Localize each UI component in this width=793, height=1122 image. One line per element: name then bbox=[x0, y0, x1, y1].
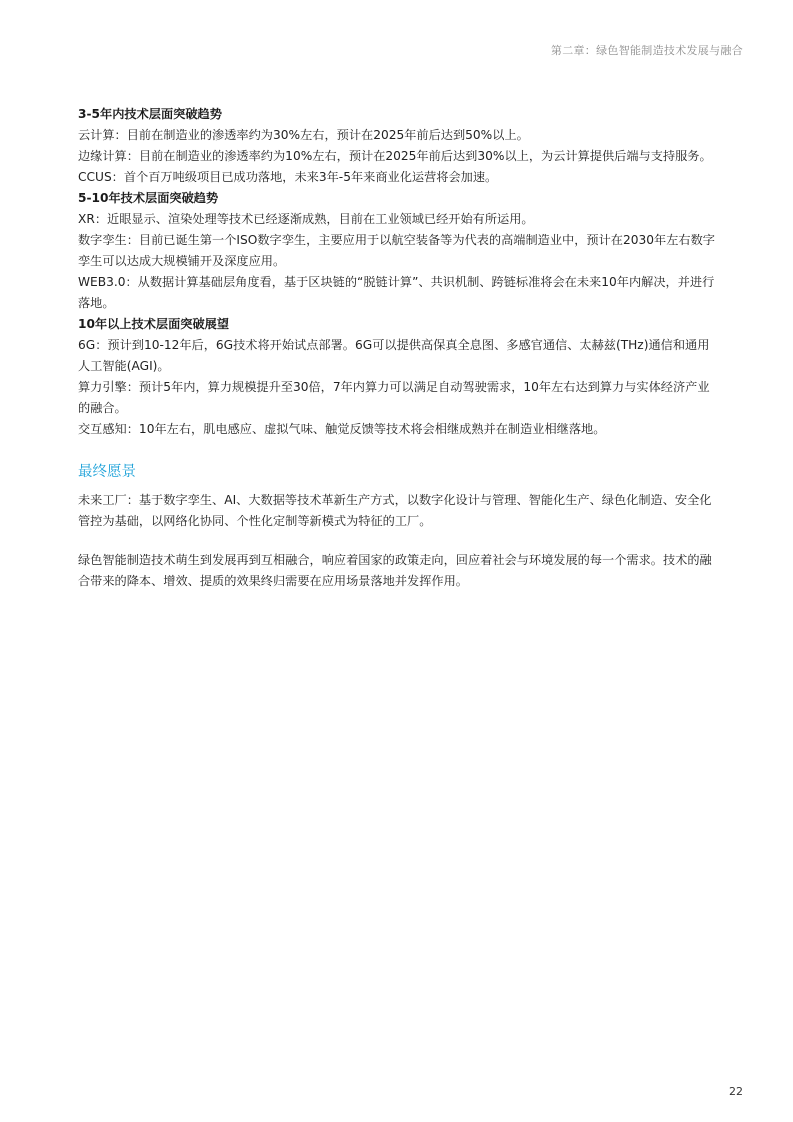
paragraph-interaction-sensing: 交互感知：10年左右，肌电感应、虚拟气味、触觉反馈等技术将会相继成熟并在制造业相继落地。 bbox=[78, 422, 606, 436]
final-vision-title: 最终愿景 bbox=[78, 464, 136, 480]
paragraph-ccus: CCUS：首个百万吨级项目已成功落地，未来3年-5年来商业化运营将会加速。 bbox=[78, 170, 498, 184]
paragraph-future-factory: 未来工厂：基于数字孪生、AI、大数据等技术革新生产方式，以数字化设计与管理、智能化生产、绿色化制造、安全化管控为基础，以网络化协同、个性化定制等新模式为特征的工厂。 bbox=[78, 493, 712, 528]
paragraph-compute-engine: 算力引擎：预计5年内，算力规模提升至30倍，7年内算力可以满足自动驾驶需求，10年左右达到算力与实体经济产业的融合。 bbox=[78, 380, 710, 415]
section-heading-5-10-years: 5-10年技术层面突破趋势 bbox=[78, 191, 219, 205]
paragraph-edge-computing: 边缘计算：目前在制造业的渗透率约为10%左右，预计在2025年前后达到30%以上，为云计算提供后端与支持服务。 bbox=[78, 149, 712, 163]
paragraph-cloud-computing: 云计算：目前在制造业的渗透率约为30%左右，预计在2025年前后达到50%以上。 bbox=[78, 128, 529, 142]
paragraph-6g: 6G：预计到10-12年后，6G技术将开始试点部署。6G可以提供高保真全息图、多感官通信、太赫兹(THz)通信和通用人工智能(AGI)。 bbox=[78, 338, 710, 373]
document-body bbox=[78, 104, 718, 592]
page-number: 22 bbox=[729, 1085, 743, 1098]
paragraph-digital-twin: 数字孪生：目前已诞生第一个ISO数字孪生，主要应用于以航空装备等为代表的高端制造业中，预计在2030年左右数字孪生可以达成大规模铺开及深度应用。 bbox=[78, 233, 715, 268]
section-heading-3-5-years: 3-5年内技术层面突破趋势 bbox=[78, 107, 222, 121]
paragraph-xr: XR：近眼显示、渲染处理等技术已经逐渐成熟，目前在工业领域已经开始有所运用。 bbox=[78, 212, 534, 226]
chapter-header: 第二章：绿色智能制造技术发展与融合 bbox=[550, 44, 743, 57]
paragraph-web3: WEB3.0：从数据计算基础层角度看，基于区块链的“脱链计算”、共识机制、跨链标准将会在未来10年内解决，并进行落地。 bbox=[78, 275, 715, 310]
paragraph-conclusion: 绿色智能制造技术萌生到发展再到互相融合，响应着国家的政策走向，回应着社会与环境发展的每一个需求。技术的融合带来的降本、增效、提质的效果终归需要在应用场景落地并发挥作用。 bbox=[78, 553, 712, 588]
paragraph-spacer bbox=[78, 532, 718, 550]
section-heading-10-plus-years: 10年以上技术层面突破展望 bbox=[78, 317, 230, 331]
